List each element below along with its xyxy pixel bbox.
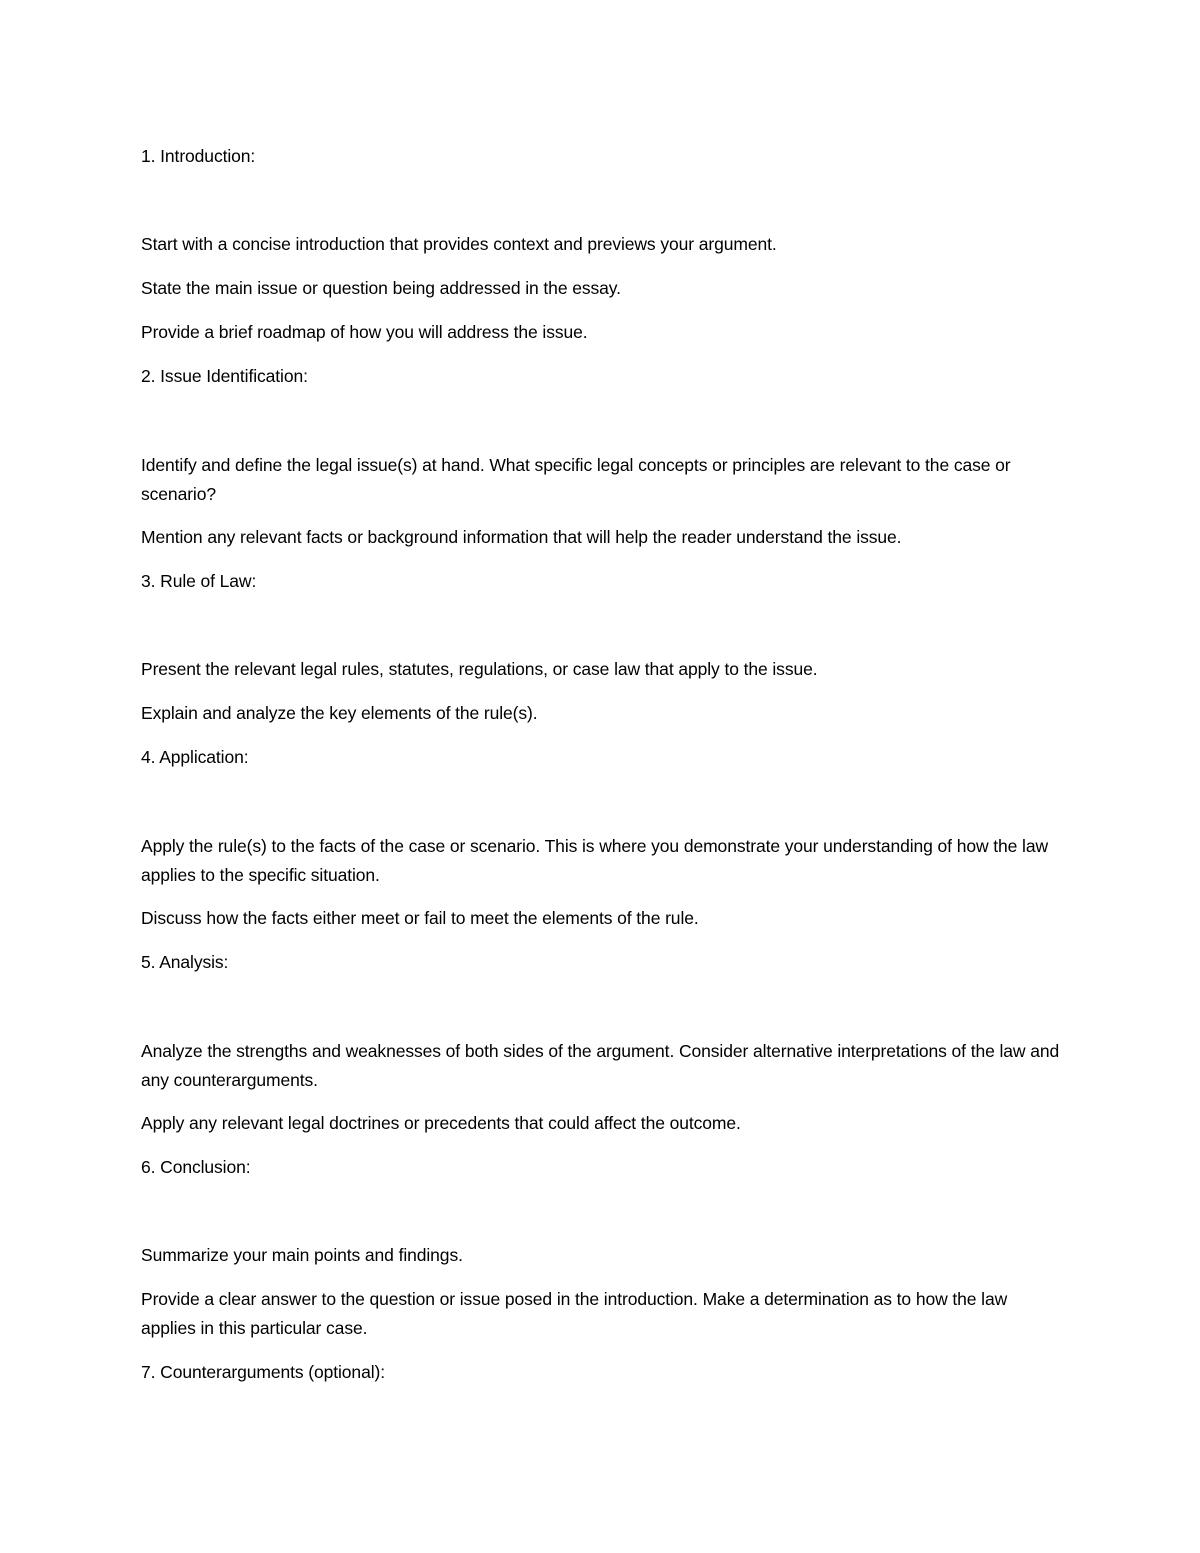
paragraph: Explain and analyze the key elements of the rule(s). <box>141 703 538 723</box>
paragraph: Summarize your main points and findings. <box>141 1245 463 1265</box>
paragraph: Apply any relevant legal doctrines or precedents that could affect the outcome. <box>141 1113 741 1133</box>
paragraph: Discuss how the facts either meet or fail to meet the elements of the rule. <box>141 908 699 928</box>
paragraph: Present the relevant legal rules, statutes, regulations, or case law that apply to the issue. <box>141 659 818 679</box>
paragraph: Identify and define the legal issue(s) at hand. What specific legal concepts or principles are relevant to the case or scenario? <box>141 455 1011 504</box>
section-heading-rule-of-law: 3. Rule of Law: <box>141 571 257 591</box>
paragraph: State the main issue or question being addressed in the essay. <box>141 278 621 298</box>
paragraph: Provide a brief roadmap of how you will address the issue. <box>141 322 588 342</box>
paragraph: Analyze the strengths and weaknesses of both sides of the argument. Consider alternative interpretations of the law and any counterarguments. <box>141 1041 1060 1090</box>
paragraph: Provide a clear answer to the question or issue posed in the introduction. Make a determination as to how the law applies in this particular case. <box>141 1289 1008 1338</box>
section-heading-counterarguments: 7. Counterarguments (optional): <box>141 1362 385 1382</box>
paragraph: Apply the rule(s) to the facts of the case or scenario. This is where you demonstrate your understanding of how the law applies to the specific situation. <box>141 836 1049 885</box>
section-heading-application: 4. Application: <box>141 747 249 767</box>
section-heading-introduction: 1. Introduction: <box>141 146 256 166</box>
section-heading-issue-identification: 2. Issue Identification: <box>141 366 308 386</box>
section-heading-conclusion: 6. Conclusion: <box>141 1157 251 1177</box>
paragraph: Mention any relevant facts or background information that will help the reader understand the issue. <box>141 527 902 547</box>
paragraph: Start with a concise introduction that provides context and previews your argument. <box>141 234 777 254</box>
section-heading-analysis: 5. Analysis: <box>141 952 229 972</box>
